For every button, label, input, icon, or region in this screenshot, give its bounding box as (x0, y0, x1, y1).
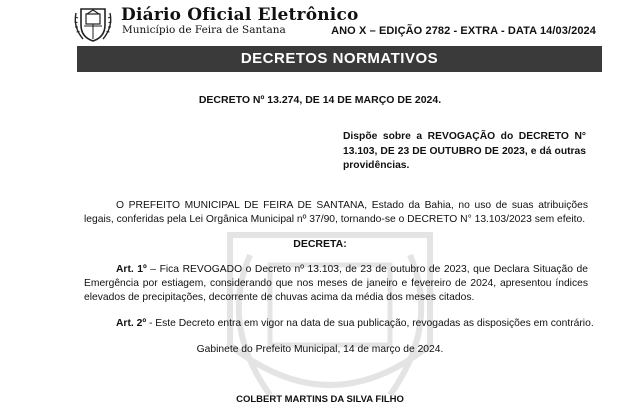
article-2 (84, 317, 594, 331)
municipal-crest-icon (73, 5, 113, 43)
article-1-text: – Fica REVOGADO o Decreto nº 13.103, de 23 de outubro de 2023, que Declara Situação de Emergência por estiagem, considerando que nos meses de janeiro e fevereiro de 2024, apresentou índices elevados de precipitações, decorrente de chuvas acima da média dos meses citados. (84, 264, 588, 304)
article-1-label: Art. 1º (116, 264, 147, 275)
signer-name: COLBERT MARTINS DA SILVA FILHO (236, 394, 404, 405)
gazette-header (0, 0, 640, 46)
edition-info: ANO X – EDIÇÃO 2782 - EXTRA - DATA 14/03/2024 (331, 25, 596, 37)
gazette-subtitle: Município de Feira de Santana (122, 24, 286, 36)
decree-preamble: O PREFEITO MUNICIPAL DE FEIRA DE SANTANA, Estado da Bahia, no uso de suas atribuições legais, conferidas pela Lei Orgânica Municipal nº 37/90, tornando-se o DECRETO N° 13.103/2023 sem efeito. (84, 200, 588, 226)
place-and-date: Gabinete do Prefeito Municipal, 14 de março de 2024. (196, 344, 444, 355)
gazette-title: Diário Oficial Eletrônico (121, 5, 359, 25)
article-1 (84, 263, 588, 306)
article-2-label: Art. 2º (116, 318, 147, 329)
decree-title: DECRETO Nº 13.274, DE 14 DE MARÇO DE 2024. (198, 94, 442, 106)
article-2-text: - Este Decreto entra em vigor na data de sua publicação, revogadas as disposições em contrário. (146, 318, 594, 329)
decreta-heading: DECRETA: (293, 238, 347, 250)
decree-ementa: Dispõe sobre a REVOGAÇÃO do DECRETO N° 13.103, DE 23 DE OUTUBRO DE 2023, e dá outras providências. (343, 131, 586, 171)
section-title-bar: DECRETOS NORMATIVOS (77, 46, 602, 72)
